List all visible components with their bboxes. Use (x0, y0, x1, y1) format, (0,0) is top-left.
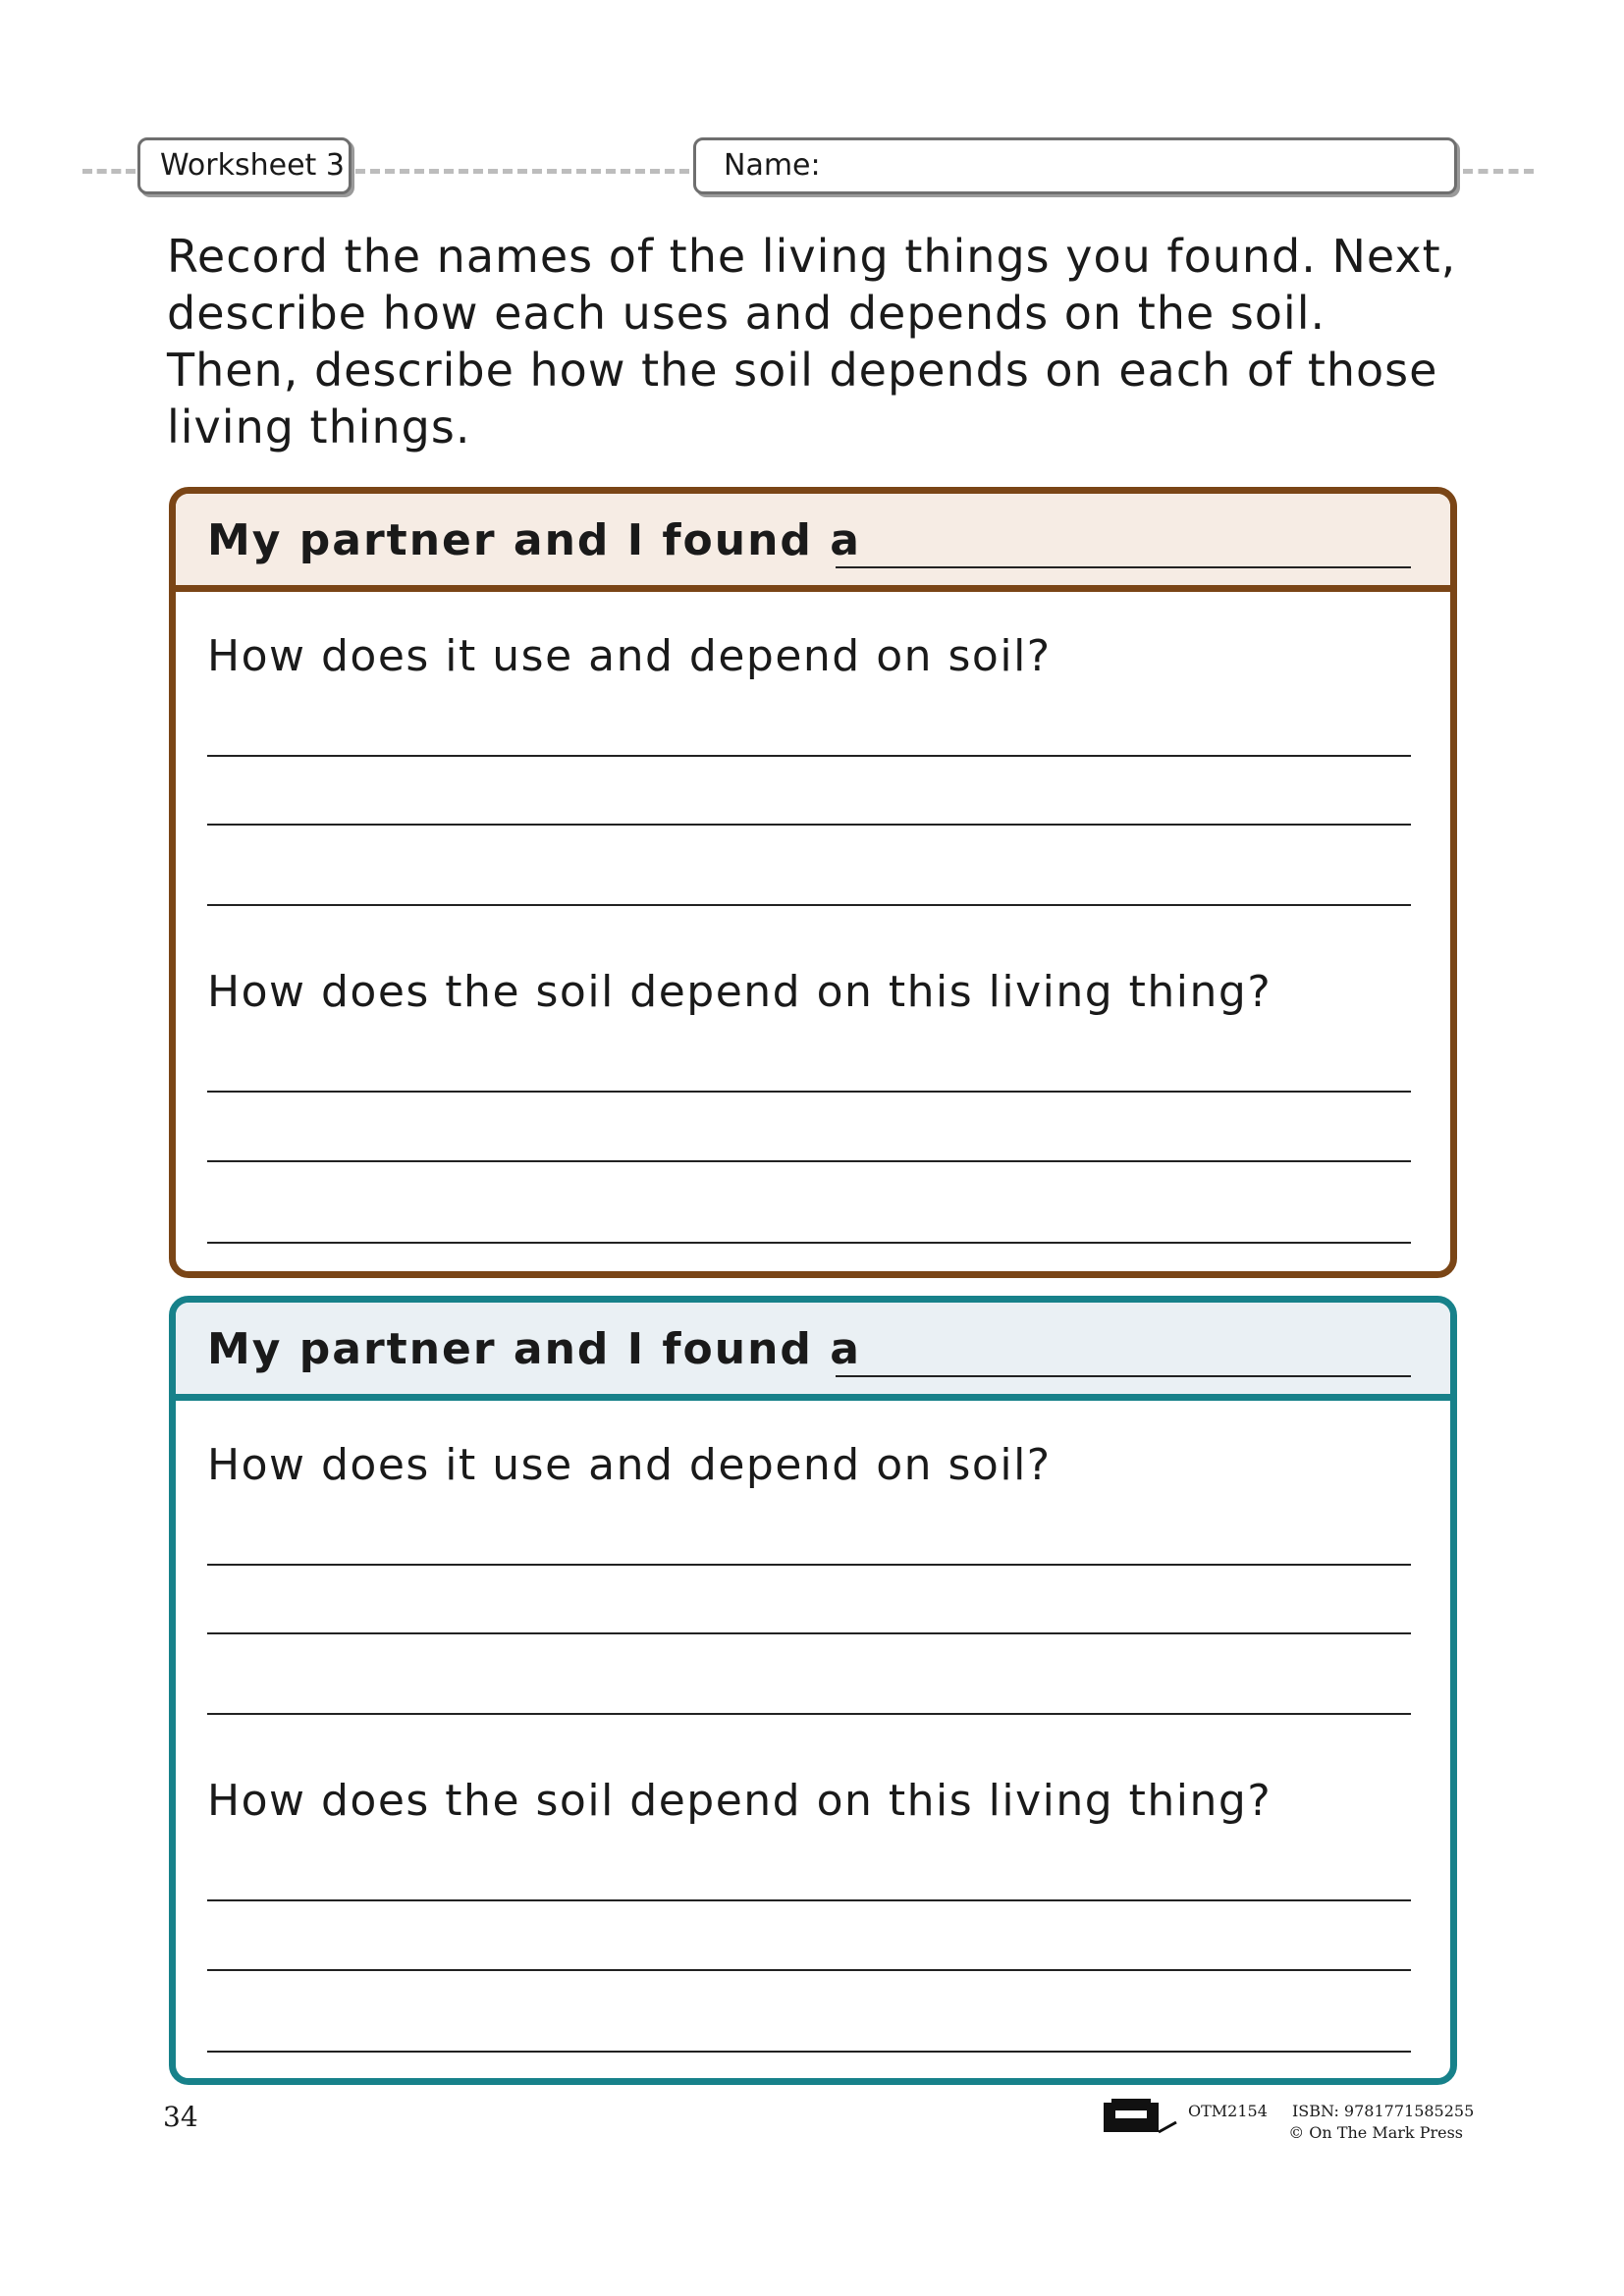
answer-line[interactable] (207, 1969, 1411, 1971)
found-answer-line[interactable] (836, 1375, 1411, 1377)
panel-header (176, 1303, 1450, 1401)
answer-line[interactable] (207, 904, 1411, 906)
header-dash-middle (355, 169, 689, 174)
panel-heading: My partner and I found a (207, 1324, 861, 1374)
isbn: ISBN: 9781771585255 (1291, 2102, 1475, 2120)
finding-panel-2 (169, 1296, 1457, 2085)
copyright: © On The Mark Press (1288, 2123, 1463, 2142)
page-number: 34 (163, 2101, 198, 2133)
header-dash-right (1463, 169, 1534, 174)
found-answer-line[interactable] (836, 566, 1411, 568)
answer-line[interactable] (207, 824, 1411, 826)
open-book-icon (1102, 2097, 1180, 2140)
footer-meta (1188, 2101, 1475, 2144)
answer-line[interactable] (207, 2051, 1411, 2053)
answer-line[interactable] (207, 1713, 1411, 1715)
answer-line[interactable] (207, 1564, 1411, 1566)
name-field[interactable]: Name: (693, 137, 1457, 194)
panel-heading: My partner and I found a (207, 515, 861, 565)
answer-line[interactable] (207, 755, 1411, 757)
instructions: Record the names of the living things you found. Next, describe how each uses and depends on the soil. Then, describe how the soil depends on each of those living things. (167, 230, 1457, 454)
question-use-soil: How does it use and depend on soil? (207, 631, 1052, 681)
answer-line[interactable] (207, 1899, 1411, 1901)
question-use-soil: How does it use and depend on soil? (207, 1440, 1052, 1490)
answer-line[interactable] (207, 1091, 1411, 1093)
worksheet-label: Worksheet 3 (137, 137, 352, 194)
answer-line[interactable] (207, 1242, 1411, 1244)
question-soil-depends: How does the soil depend on this living thing? (207, 967, 1272, 1017)
product-code: OTM2154 (1188, 2102, 1268, 2120)
answer-line[interactable] (207, 1632, 1411, 1634)
header-dash-left (82, 169, 135, 174)
question-soil-depends: How does the soil depend on this living thing? (207, 1776, 1272, 1826)
answer-line[interactable] (207, 1160, 1411, 1162)
panel-header (176, 494, 1450, 592)
finding-panel-1 (169, 487, 1457, 1278)
